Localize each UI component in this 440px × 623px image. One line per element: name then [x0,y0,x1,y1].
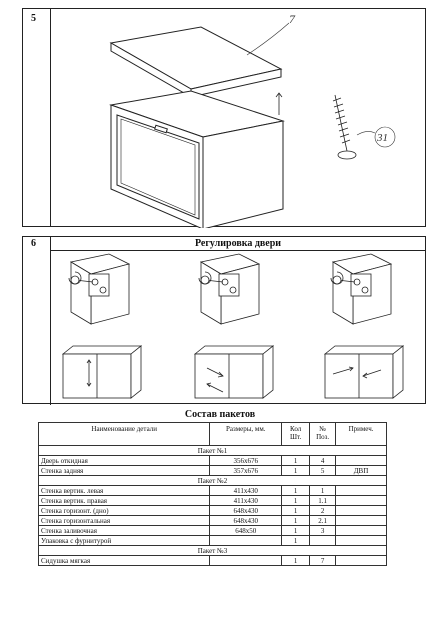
part-size: 648x430 [210,516,282,526]
part-qty: 1 [282,516,310,526]
part-note [336,516,387,526]
part-size: 356x676 [210,456,282,466]
step-number: 5 [31,13,36,24]
part-qty: 1 [282,496,310,506]
cabinet-adjust-depth [325,346,403,398]
part-name: Стенка задняя [39,466,210,476]
part-pos: 5 [310,466,336,476]
hinge-adjustment-illustrations [51,250,427,405]
part-size: 648x430 [210,506,282,516]
callout-31: 31 [377,132,388,144]
part-name: Стенка горизонт. (дно) [39,506,210,516]
part-note: ДВП [336,466,387,476]
part-qty: 1 [282,466,310,476]
part-size [210,556,282,566]
part-name: Стенка заливочная [39,526,210,536]
part-size: 648x50 [210,526,282,536]
header-position: № Поз. [310,423,336,446]
part-pos: 3 [310,526,336,536]
part-pos [310,536,336,546]
header-quantity: Кол Шт. [282,423,310,446]
part-note [336,496,387,506]
step-5-panel [22,8,426,227]
part-qty: 1 [282,536,310,546]
down-arrow [276,93,282,115]
package-label: Пакет №2 [39,476,387,486]
table-row [39,556,387,566]
part-note [336,556,387,566]
table-row [39,526,387,536]
header-note: Примеч. [336,423,387,446]
step-number-cell [23,9,51,226]
header-part-name: Наименование детали [39,423,210,446]
step-5-illustration [51,9,427,228]
cabinet-adjust-vertical [63,346,141,398]
part-pos: 1.1 [310,496,336,506]
cabinet-adjust-horizontal [195,346,273,398]
hinge-detail-2 [199,254,259,324]
part-qty: 1 [282,556,310,566]
parts-table [38,422,387,566]
step-6-panel [22,236,426,404]
parts-table-title: Состав пакетов [184,409,256,420]
part-name: Стенка вертик. правая [39,496,210,506]
part-size [210,536,282,546]
table-row [39,516,387,526]
part-name: Упаковка с фурнитурой [39,536,210,546]
part-qty: 1 [282,506,310,516]
part-note [336,536,387,546]
header-dimensions: Размеры, мм. [210,423,282,446]
step-title: Регулировка двери [51,237,425,251]
part-pos: 4 [310,456,336,466]
part-qty: 1 [282,486,310,496]
part-note [336,486,387,496]
package-label: Пакет №3 [39,546,387,556]
package-label: Пакет №1 [39,446,387,456]
part-pos: 2 [310,506,336,516]
package-row [39,546,387,556]
part-note [336,506,387,516]
step-number-column [23,250,51,405]
callout-leader-7 [247,23,289,55]
table-header-row [39,423,387,446]
part-note [336,456,387,466]
part-size: 411x430 [210,496,282,506]
part-pos: 2.1 [310,516,336,526]
table-row [39,536,387,546]
hinge-detail-1 [69,254,129,324]
screw-drawing [333,95,356,159]
table-row [39,496,387,506]
step-number-cell [23,237,51,250]
part-qty: 1 [282,456,310,466]
callout-leader-31 [357,131,375,135]
part-pos: 7 [310,556,336,566]
part-name: Сидушка мягкая [39,556,210,566]
package-row [39,476,387,486]
table-row [39,506,387,516]
step-number: 6 [31,238,36,249]
part-name: Дверь откидная [39,456,210,466]
part-name: Стенка вертик. левая [39,486,210,496]
callout-7: 7 [289,12,295,26]
table-row [39,486,387,496]
top-panel-drawing [111,27,281,97]
package-row [39,446,387,456]
part-size: 357x676 [210,466,282,476]
part-note [336,526,387,536]
table-row [39,456,387,466]
part-qty: 1 [282,526,310,536]
part-name: Стенка горизонтальная [39,516,210,526]
cabinet-drawing [111,91,283,228]
part-pos: 1 [310,486,336,496]
hinge-detail-3 [331,254,391,324]
part-size: 411x430 [210,486,282,496]
table-row [39,466,387,476]
